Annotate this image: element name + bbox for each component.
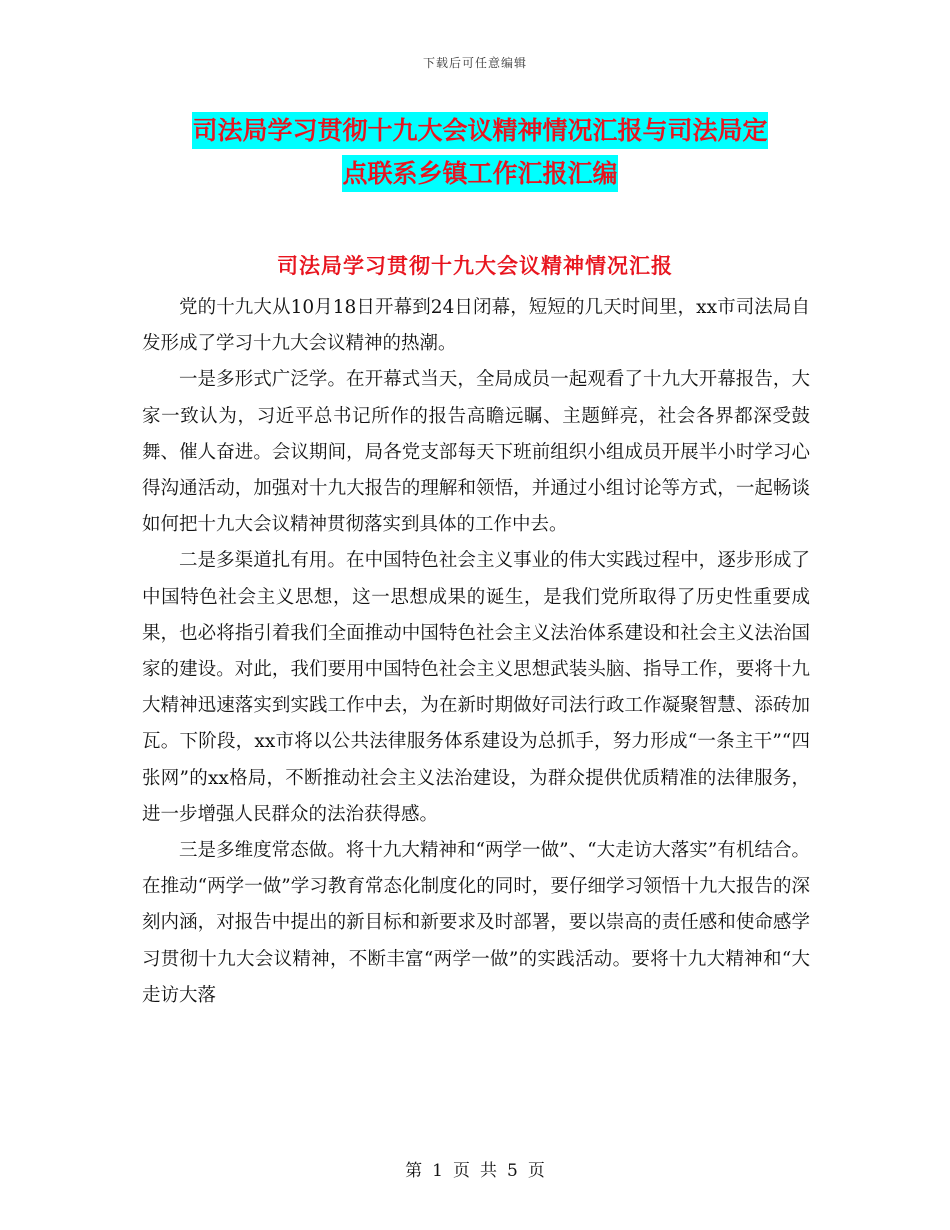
footer-total-pages: 5	[507, 1161, 518, 1181]
main-title-line1	[140, 114, 820, 148]
paragraph-2: 一是多形式广泛学。在开幕式当天，全局成员一起观看了十九大开幕报告，大家一致认为，习近平总书记所作的报告高瞻远瞩、主题鲜亮，社会各界都深受鼓舞、催人奋进。会议期间，局各党支部每天下班前组织小组成员开展半小时学习心得沟通活动，加强对十九大报告的理解和领悟，并通过小组讨论等方式，一起畅谈如何把十九大会议精神贯彻落实到具体的工作中去。	[142, 369, 810, 536]
footer-page-number: 1	[432, 1161, 443, 1181]
main-title-line1-text: 司法局学习贯彻十九大会议精神情况汇报与司法局定	[192, 112, 767, 149]
footer-prefix: 第	[405, 1161, 423, 1181]
main-title-line2	[140, 157, 820, 191]
paragraph-1: 党的十九大从10月18日开幕到24日闭幕，短短的几天时间里，xx市司法局自发形成了学习十九大会议精神的热潮。	[142, 297, 810, 355]
body-text	[142, 290, 810, 1014]
paragraph-4: 三是多维度常态做。将十九大精神和“两学一做”、“大走访大落实”有机结合。在推动“两学一做”学习教育常态化制度化的同时，要仔细学习领悟十九大报告的深刻内涵，对报告中提出的新目标和新要求及时部署，要以崇高的责任感和使命感学习贯彻十九大会议精神，不断丰富“两学一做”的实践活动。要将十九大精神和“大走访大落	[142, 840, 810, 1006]
page-footer	[0, 1156, 950, 1181]
header-note: 下载后可任意编辑	[422, 56, 527, 70]
footer-middle: 页	[453, 1161, 470, 1181]
footer-suffix: 页	[527, 1161, 545, 1181]
footer-total-label: 共	[480, 1161, 497, 1181]
paragraph-3: 二是多渠道扎有用。在中国特色社会主义事业的伟大实践过程中，逐步形成了中国特色社会主义思想，这一思想成果的诞生，是我们党所取得了历史性重要成果，也必将指引着我们全面推动中国特色社会主义法治体系建设和社会主义法治国家的建设。对此，我们要用中国特色社会主义思想武装头脑、指导工作，要将十九大精神迅速落实到实践工作中去，为在新时期做好司法行政工作凝聚智慧、添砖加瓦。下阶段，xx市将以公共法律服务体系建设为总抓手，努力形成“一条主干”“四张网”的xx格局，不断推动社会主义法治建设，为群众提供优质精准的法律服务，进一步增强人民群众的法治获得感。	[142, 550, 810, 825]
section-title: 司法局学习贯彻十九大会议精神情况汇报	[277, 254, 673, 278]
main-title-line2-text: 点联系乡镇工作汇报汇编	[342, 155, 617, 192]
